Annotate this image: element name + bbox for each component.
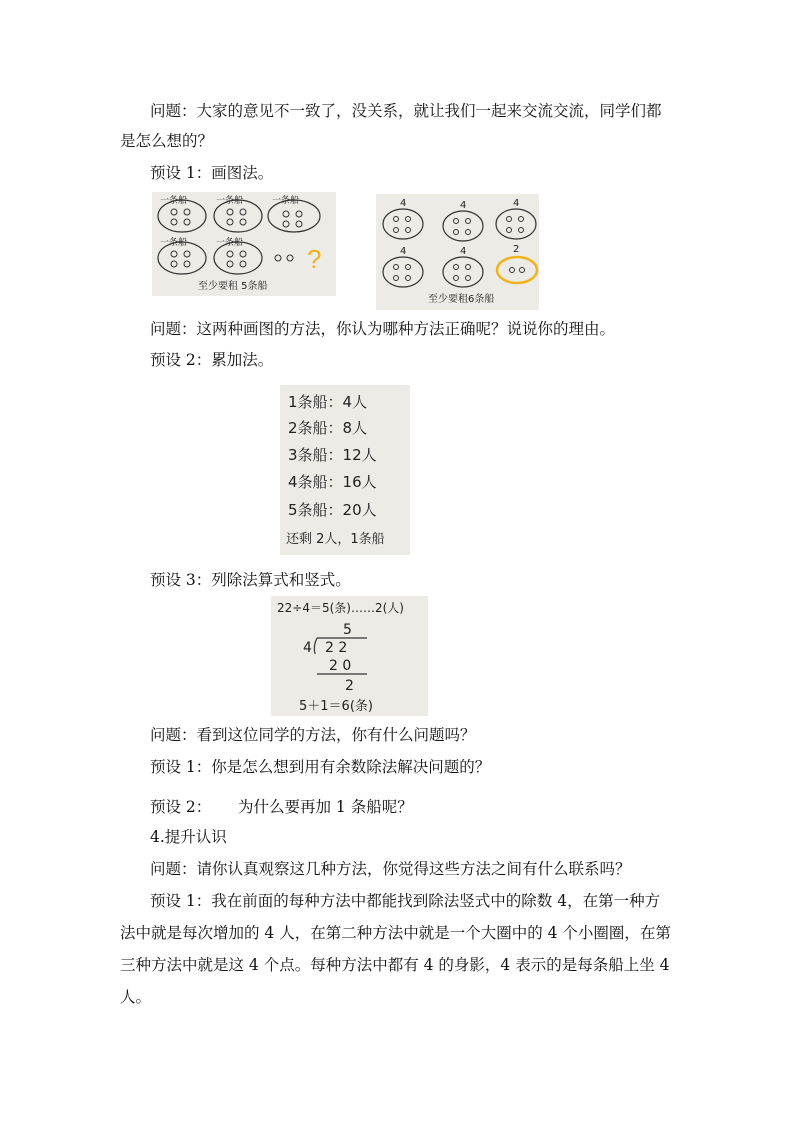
long-division-sketch [271, 596, 428, 716]
bottom-number-1: 4 [400, 246, 407, 257]
photo2-caption: 至少要租6条船 [428, 294, 495, 305]
paragraph-preset-3: 预设 3：列除法算式和竖式。 [150, 571, 351, 589]
top-number-1: 4 [400, 198, 407, 209]
product: 2 0 [329, 658, 352, 674]
boat-label-2: 一条船 [216, 196, 244, 206]
paragraph-preset-2b-label: 预设 2： [150, 798, 212, 816]
final-answer: 5＋1＝6(条) [299, 699, 373, 714]
bottom-number-2: 4 [460, 246, 467, 257]
dividend: 2 2 [325, 640, 348, 656]
accumulation-line-1: 1条船：4人 [288, 393, 368, 411]
paragraph-question-3: 问题：看到这位同学的方法，你有什么问题吗？ [150, 726, 476, 744]
paragraph-preset-final-4: 人。 [120, 988, 152, 1006]
question-mark: ? [307, 244, 322, 274]
drawing-method-1-sketch [152, 192, 336, 296]
paragraph-preset-final-1: 预设 1：我在前面的每种方法中都能找到除法竖式中的除数 4，在第一种方 [150, 892, 661, 910]
remainder: 2 [345, 678, 354, 694]
accumulation-sketch [280, 385, 410, 555]
paragraph-question-1: 问题：大家的意见不一致了，没关系，就让我们一起来交流交流，同学们都 [150, 102, 662, 120]
accumulation-line-6: 还剩 2人，1条船 [286, 532, 385, 547]
divisor: 4 [303, 640, 312, 656]
drawing-method-photo-1 [152, 192, 336, 296]
accumulation-line-3: 3条船：12人 [288, 446, 377, 464]
accumulation-line-2: 2条船：8人 [288, 419, 368, 437]
section-heading-4: 4.提升认识 [150, 828, 227, 846]
division-equation: 22÷4＝5(条)……2(人) [277, 601, 404, 615]
paragraph-preset-2: 预设 2：累加法。 [150, 351, 274, 369]
accumulation-line-4: 4条船：16人 [288, 473, 377, 491]
drawing-method-2-sketch [376, 194, 539, 310]
boat-label-1: 一条船 [160, 196, 188, 206]
top-number-2: 4 [460, 200, 467, 211]
paragraph-question-2: 问题：这两种画图的方法，你认为哪种方法正确呢？说说你的理由。 [150, 320, 616, 338]
paragraph-preset-1b: 预设 1：你是怎么想到用有余数除法解决问题的？ [150, 758, 491, 776]
photo1-caption: 至少要租 5条船 [198, 281, 268, 292]
top-number-3: 4 [513, 198, 520, 209]
quotient: 5 [343, 622, 352, 638]
paragraph-preset-final-2: 法中就是每次增加的 4 人，在第二种方法中就是一个大圈中的 4 个小圈圈，在第 [120, 924, 671, 942]
paragraph-question-4: 问题：请你认真观察这几种方法，你觉得这些方法之间有什么联系吗？ [150, 860, 631, 878]
boat-label-4: 一条船 [160, 238, 188, 248]
bottom-number-3: 2 [513, 244, 520, 255]
accumulation-line-5: 5条船：20人 [288, 501, 377, 519]
drawing-method-photo-2 [376, 194, 539, 310]
paragraph-preset-2b-text: 为什么要再加 1 条船呢？ [238, 798, 413, 816]
accumulation-method-photo [280, 385, 410, 555]
paragraph-preset-final-3: 三种方法中就是这 4 个点。每种方法中都有 4 的身影，4 表示的是每条船上坐 4 [120, 956, 670, 974]
long-division-photo [271, 596, 428, 716]
paragraph-preset-1: 预设 1：画图法。 [150, 164, 274, 182]
paragraph-question-1-cont: 是怎么想的？ [120, 132, 214, 150]
boat-label-5: 一条船 [216, 238, 244, 248]
boat-label-3: 一条船 [272, 196, 300, 206]
